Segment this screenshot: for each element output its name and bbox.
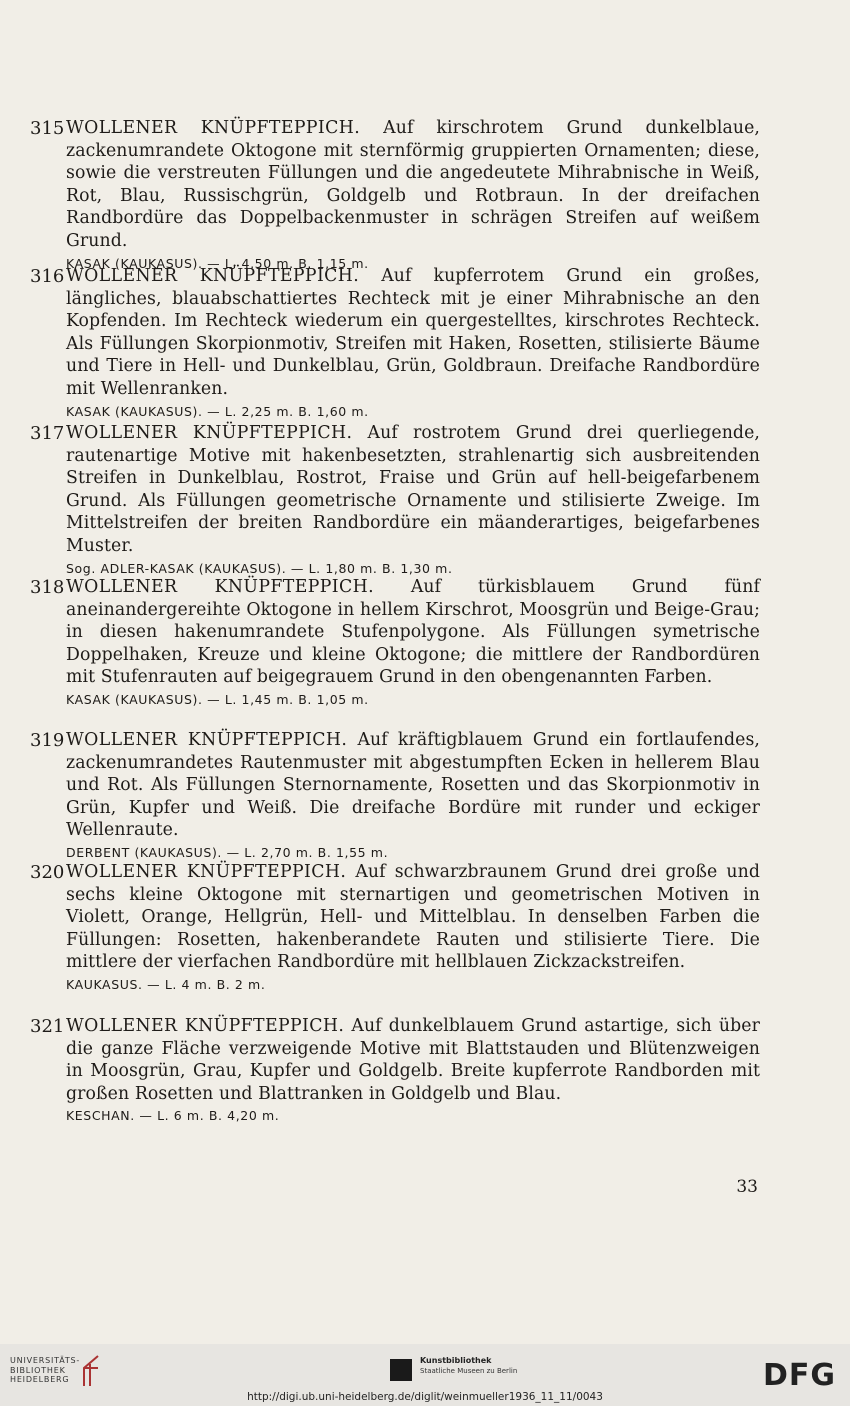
entry-text: Auf schwarzbraunem Grund drei große und sechs kleine Oktogone mit sternartigen und geometrischen Motiven in Violett, Orange, Hellgrün, Hell- und Mittelblau. In denselben Farben die Füllungen: Rosetten, hakenberandete Rauten und stilisierte Tiere. Die mittlere der vierfachen Randbordüre mit hellblauen Zickzackstreifen. <box>66 862 761 973</box>
entry-number: 319 <box>30 730 65 751</box>
entry-text: Auf dunkelblauem Grund astartige, sich über die ganze Fläche verzweigende Motive mit Blattstauden und Blütenzweigen in Moosgrün, Grau, Kupfer und Goldgelb. Breite kupferrote Randborden mit großen Rosetten und Blattranken in Goldgelb und Blau. <box>66 1016 760 1104</box>
entry-text: Auf türkisblauem Grund fünf aneinandergereihte Oktogone in hellem Kirschrot, Moosgrün und Beige-Grau; in diesen hakenumrandete Stufenpolygone. Als Füllungen symetrische Doppelhaken, Kreuze und kleine Oktogone; die mittlere der Randbordüren mit Stufenrauten auf beigegrauem Grund in den obengenannten Farben. <box>66 577 760 688</box>
university-line: UNIVERSITÄTS- <box>10 1356 81 1365</box>
entry-title: WOLLENER KNÜPFTEPPICH. <box>66 118 361 138</box>
catalog-entry <box>30 729 760 861</box>
catalog-entry <box>30 422 760 577</box>
entry-text: Auf kräftigblauem Grund ein fortlaufendes, zackenumrandetes Rautenmuster mit abgestumpften Ecken in hellerem Blau und Rot. Als Füllungen Sternornamente, Rosetten und das Skorpionmotiv in Grün, Kupfer und Weiß. Die dreifache Bordüre mit runder und eckiger Wellenraute. <box>66 730 761 841</box>
entry-text: Auf kupferrotem Grund ein großes, längliches, blauabschattiertes Rechteck mit je einer Mihrabnische an den Kopfenden. Im Rechteck wiederum ein quergestelltes, kirschrotes Rechteck. Als Füllungen Skorpionmotiv, Streifen mit Haken, Rosetten, stilisierte Bäume und Tiere in Hell- und Dunkelblau, Grün, Goldbraun. Dreifache Randbordüre mit Wellenranken. <box>66 266 761 399</box>
catalog-entry <box>30 1015 760 1124</box>
catalog-entry <box>30 265 760 420</box>
entry-meta: KASAK (KAUKASUS). — L. 4,50 m. B. 1,15 m. <box>66 255 369 271</box>
entry-meta: DERBENT (KAUKASUS). — L. 2,70 m. B. 1,55 m. <box>66 844 389 860</box>
library-name: Kunstbibliothek <box>420 1356 492 1365</box>
permalink-url[interactable]: http://digi.ub.uni-heidelberg.de/diglit/weinmueller1936_11_11/0043 <box>247 1391 603 1403</box>
entry-body <box>66 576 760 689</box>
entry-title: WOLLENER KNÜPFTEPPICH. <box>66 266 360 286</box>
dfg-logo[interactable]: DFG <box>762 1358 836 1393</box>
university-logo-text[interactable] <box>10 1356 80 1385</box>
entry-meta: Sog. ADLER-KASAK (KAUKASUS). — L. 1,80 m. B. 1,30 m. <box>66 560 453 576</box>
entry-title: WOLLENER KNÜPFTEPPICH. <box>66 730 348 750</box>
entry-meta: KESCHAN. — L. 6 m. B. 4,20 m. <box>66 1108 280 1124</box>
entry-body <box>66 1015 760 1105</box>
entry-body <box>66 861 760 974</box>
viewer-footer <box>0 1344 850 1406</box>
entry-meta: KASAK (KAUKASUS). — L. 2,25 m. B. 1,60 m. <box>66 403 369 419</box>
entry-number: 315 <box>30 118 65 139</box>
entry-text: Auf kirschrotem Grund dunkelblaue, zackenumrandete Oktogone mit sternförmig gruppierten Ornamenten; diese, sowie die verstreuten Füllungen und die angedeutete Mihrabnische in Weiß, Rot, Blau, Russischgrün, Goldgelb und Rotbraun. In der dreifachen Randbordüre das Doppelbackenmuster in schrägen Streifen auf weißem Grund. <box>66 118 761 251</box>
university-line: HEIDELBERG <box>10 1375 70 1384</box>
entry-title: WOLLENER KNÜPFTEPPICH. <box>66 577 374 597</box>
university-line: BIBLIOTHEK <box>10 1365 66 1375</box>
entry-title: WOLLENER KNÜPFTEPPICH. <box>66 423 353 443</box>
catalog-entry <box>30 576 760 708</box>
entry-meta: KAUKASUS. — L. 4 m. B. 2 m. <box>66 976 266 992</box>
entry-text: Auf rostrotem Grund drei querliegende, rautenartige Motive mit hakenbesetzten, strahlenartig sich ausbreitenden Streifen in Dunkelblau, Rostrot, Fraise und Grün auf hell-beigefarbenem Grund. Als Füllungen geometrische Ornamente und stilisierte Zweige. Im Mittelstreifen der breiten Randbordüre ein mäanderartiges, beigefarbenes Muster. <box>66 423 761 556</box>
kunstbibliothek-icon <box>390 1359 412 1381</box>
entry-number: 318 <box>30 577 65 598</box>
university-emblem-icon[interactable] <box>80 1354 102 1388</box>
catalog-entry <box>30 861 760 993</box>
library-subtitle: Staatliche Museen zu Berlin <box>420 1367 518 1375</box>
entry-title: WOLLENER KNÜPFTEPPICH. <box>66 1016 345 1036</box>
entry-body <box>66 729 760 842</box>
catalog-entry <box>30 117 760 272</box>
entry-number: 317 <box>30 423 65 444</box>
entry-title: WOLLENER KNÜPFTEPPICH. <box>66 862 347 882</box>
entry-body <box>66 265 760 401</box>
page-number: 33 <box>736 1177 758 1197</box>
entry-body <box>66 422 760 558</box>
entry-body <box>66 117 760 253</box>
entry-number: 320 <box>30 862 65 883</box>
entry-number: 316 <box>30 266 65 287</box>
entry-number: 321 <box>30 1016 65 1037</box>
entry-meta: KASAK (KAUKASUS). — L. 1,45 m. B. 1,05 m. <box>66 691 369 707</box>
